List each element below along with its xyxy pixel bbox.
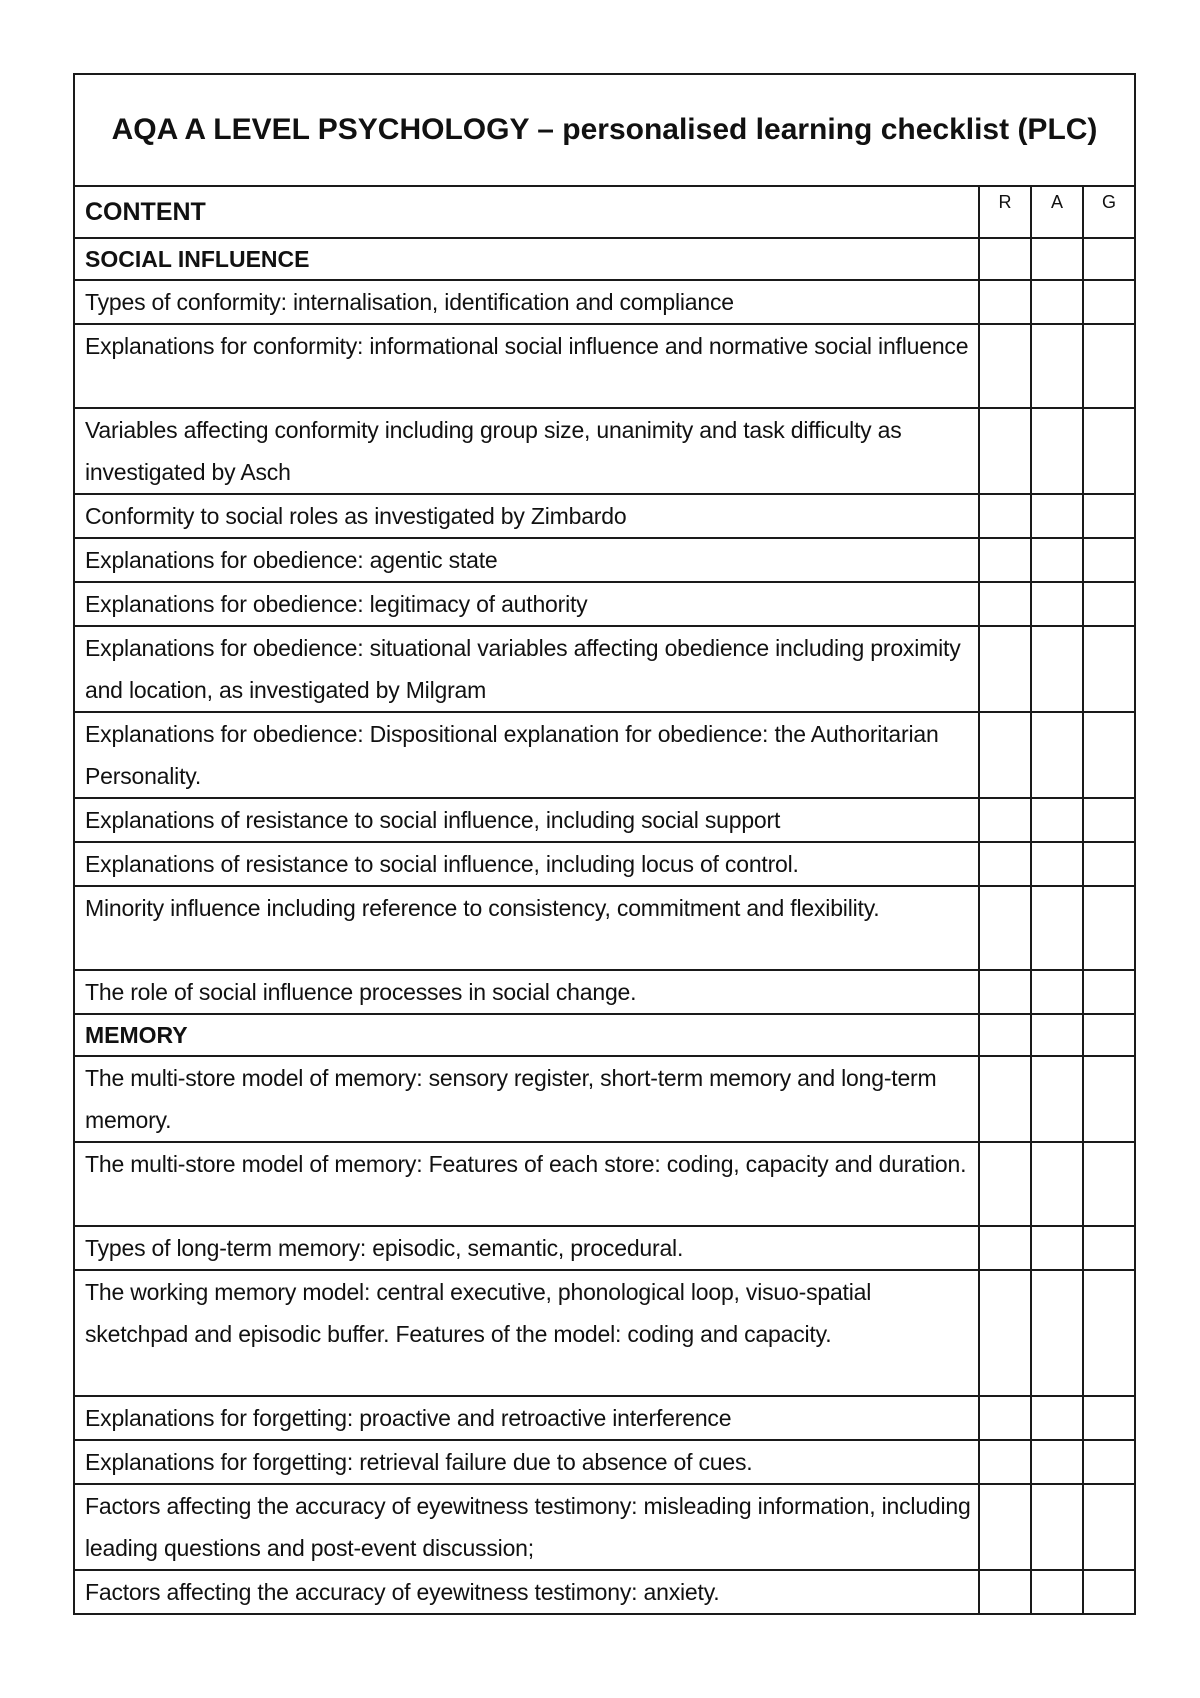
checklist-item: Factors affecting the accuracy of eyewitness testimony: anxiety. (74, 1570, 979, 1614)
checklist-item: Factors affecting the accuracy of eyewitness testimony: misleading information, including leading questions and post-event discussion; (74, 1484, 979, 1570)
rag-amber-checkbox[interactable] (1031, 408, 1083, 494)
rag-amber-checkbox[interactable] (1031, 1142, 1083, 1226)
rag-green-checkbox[interactable] (1083, 1484, 1135, 1570)
rag-red-checkbox[interactable] (979, 1570, 1031, 1614)
rag-green-checkbox[interactable] (1083, 626, 1135, 712)
rag-amber-checkbox[interactable] (1031, 842, 1083, 886)
rag-green-checkbox[interactable] (1083, 1270, 1135, 1396)
rag-header-green: G (1083, 186, 1135, 238)
checklist-item: Explanations for forgetting: retrieval failure due to absence of cues. (74, 1440, 979, 1484)
rag-amber-checkbox[interactable] (1031, 886, 1083, 970)
rag-red-checkbox[interactable] (979, 970, 1031, 1014)
rag-amber-checkbox[interactable] (1031, 1484, 1083, 1570)
rag-amber-checkbox[interactable] (1031, 324, 1083, 408)
rag-red-checkbox[interactable] (979, 1226, 1031, 1270)
checklist-item: Explanations for obedience: situational variables affecting obedience including proximity and location, as investigated by Milgram (74, 626, 979, 712)
checklist-table (73, 73, 1136, 1615)
checklist-item: Explanations for obedience: Dispositional explanation for obedience: the Authoritarian Personality. (74, 712, 979, 798)
page-title: AQA A LEVEL PSYCHOLOGY – personalised learning checklist (PLC) (74, 74, 1135, 186)
rag-amber-checkbox[interactable] (1031, 798, 1083, 842)
checklist-item: Explanations of resistance to social influence, including social support (74, 798, 979, 842)
rag-amber-checkbox[interactable] (1031, 1570, 1083, 1614)
rag-amber-checkbox[interactable] (1031, 1014, 1083, 1056)
rag-red-checkbox[interactable] (979, 712, 1031, 798)
rag-green-checkbox[interactable] (1083, 408, 1135, 494)
checklist-item: Conformity to social roles as investigated by Zimbardo (74, 494, 979, 538)
rag-green-checkbox[interactable] (1083, 494, 1135, 538)
checklist-item: The working memory model: central executive, phonological loop, visuo-spatial sketchpad and episodic buffer. Features of the model: coding and capacity. (74, 1270, 979, 1396)
rag-amber-checkbox[interactable] (1031, 1056, 1083, 1142)
rag-green-checkbox[interactable] (1083, 886, 1135, 970)
rag-amber-checkbox[interactable] (1031, 970, 1083, 1014)
checklist-item: The multi-store model of memory: Features of each store: coding, capacity and duration. (74, 1142, 979, 1226)
rag-amber-checkbox[interactable] (1031, 238, 1083, 280)
rag-red-checkbox[interactable] (979, 886, 1031, 970)
rag-amber-checkbox[interactable] (1031, 1226, 1083, 1270)
rag-red-checkbox[interactable] (979, 1056, 1031, 1142)
rag-amber-checkbox[interactable] (1031, 1270, 1083, 1396)
rag-green-checkbox[interactable] (1083, 970, 1135, 1014)
rag-green-checkbox[interactable] (1083, 712, 1135, 798)
rag-red-checkbox[interactable] (979, 1440, 1031, 1484)
section-heading-social-influence: SOCIAL INFLUENCE (74, 238, 979, 280)
rag-red-checkbox[interactable] (979, 324, 1031, 408)
rag-green-checkbox[interactable] (1083, 538, 1135, 582)
rag-green-checkbox[interactable] (1083, 1396, 1135, 1440)
rag-amber-checkbox[interactable] (1031, 1440, 1083, 1484)
rag-green-checkbox[interactable] (1083, 280, 1135, 324)
rag-red-checkbox[interactable] (979, 408, 1031, 494)
checklist-item: Explanations for forgetting: proactive and retroactive interference (74, 1396, 979, 1440)
rag-green-checkbox[interactable] (1083, 1440, 1135, 1484)
rag-red-checkbox[interactable] (979, 1270, 1031, 1396)
rag-red-checkbox[interactable] (979, 538, 1031, 582)
content-column-header: CONTENT (74, 186, 979, 238)
checklist-item: Variables affecting conformity including group size, unanimity and task difficulty as investigated by Asch (74, 408, 979, 494)
rag-red-checkbox[interactable] (979, 842, 1031, 886)
rag-red-checkbox[interactable] (979, 1396, 1031, 1440)
rag-amber-checkbox[interactable] (1031, 494, 1083, 538)
rag-green-checkbox[interactable] (1083, 1226, 1135, 1270)
section-heading-memory: MEMORY (74, 1014, 979, 1056)
rag-green-checkbox[interactable] (1083, 1570, 1135, 1614)
checklist-item: Explanations for obedience: agentic state (74, 538, 979, 582)
rag-red-checkbox[interactable] (979, 582, 1031, 626)
rag-red-checkbox[interactable] (979, 494, 1031, 538)
rag-green-checkbox[interactable] (1083, 1142, 1135, 1226)
checklist-item: The role of social influence processes in social change. (74, 970, 979, 1014)
rag-green-checkbox[interactable] (1083, 1056, 1135, 1142)
rag-amber-checkbox[interactable] (1031, 538, 1083, 582)
rag-amber-checkbox[interactable] (1031, 280, 1083, 324)
rag-red-checkbox[interactable] (979, 1142, 1031, 1226)
checklist-item: Types of conformity: internalisation, identification and compliance (74, 280, 979, 324)
rag-green-checkbox[interactable] (1083, 842, 1135, 886)
rag-red-checkbox[interactable] (979, 798, 1031, 842)
rag-amber-checkbox[interactable] (1031, 712, 1083, 798)
checklist-item: Explanations for conformity: informational social influence and normative social influence (74, 324, 979, 408)
rag-amber-checkbox[interactable] (1031, 626, 1083, 712)
checklist-item: The multi-store model of memory: sensory register, short-term memory and long-term memory. (74, 1056, 979, 1142)
rag-header-red: R (979, 186, 1031, 238)
rag-red-checkbox[interactable] (979, 1014, 1031, 1056)
rag-header-amber: A (1031, 186, 1083, 238)
checklist-item: Minority influence including reference to consistency, commitment and flexibility. (74, 886, 979, 970)
rag-green-checkbox[interactable] (1083, 798, 1135, 842)
rag-green-checkbox[interactable] (1083, 238, 1135, 280)
checklist-item: Explanations of resistance to social influence, including locus of control. (74, 842, 979, 886)
rag-green-checkbox[interactable] (1083, 324, 1135, 408)
rag-red-checkbox[interactable] (979, 1484, 1031, 1570)
rag-green-checkbox[interactable] (1083, 582, 1135, 626)
rag-green-checkbox[interactable] (1083, 1014, 1135, 1056)
rag-red-checkbox[interactable] (979, 280, 1031, 324)
rag-amber-checkbox[interactable] (1031, 1396, 1083, 1440)
checklist-item: Types of long-term memory: episodic, semantic, procedural. (74, 1226, 979, 1270)
rag-red-checkbox[interactable] (979, 626, 1031, 712)
rag-amber-checkbox[interactable] (1031, 582, 1083, 626)
checklist-item: Explanations for obedience: legitimacy of authority (74, 582, 979, 626)
rag-red-checkbox[interactable] (979, 238, 1031, 280)
